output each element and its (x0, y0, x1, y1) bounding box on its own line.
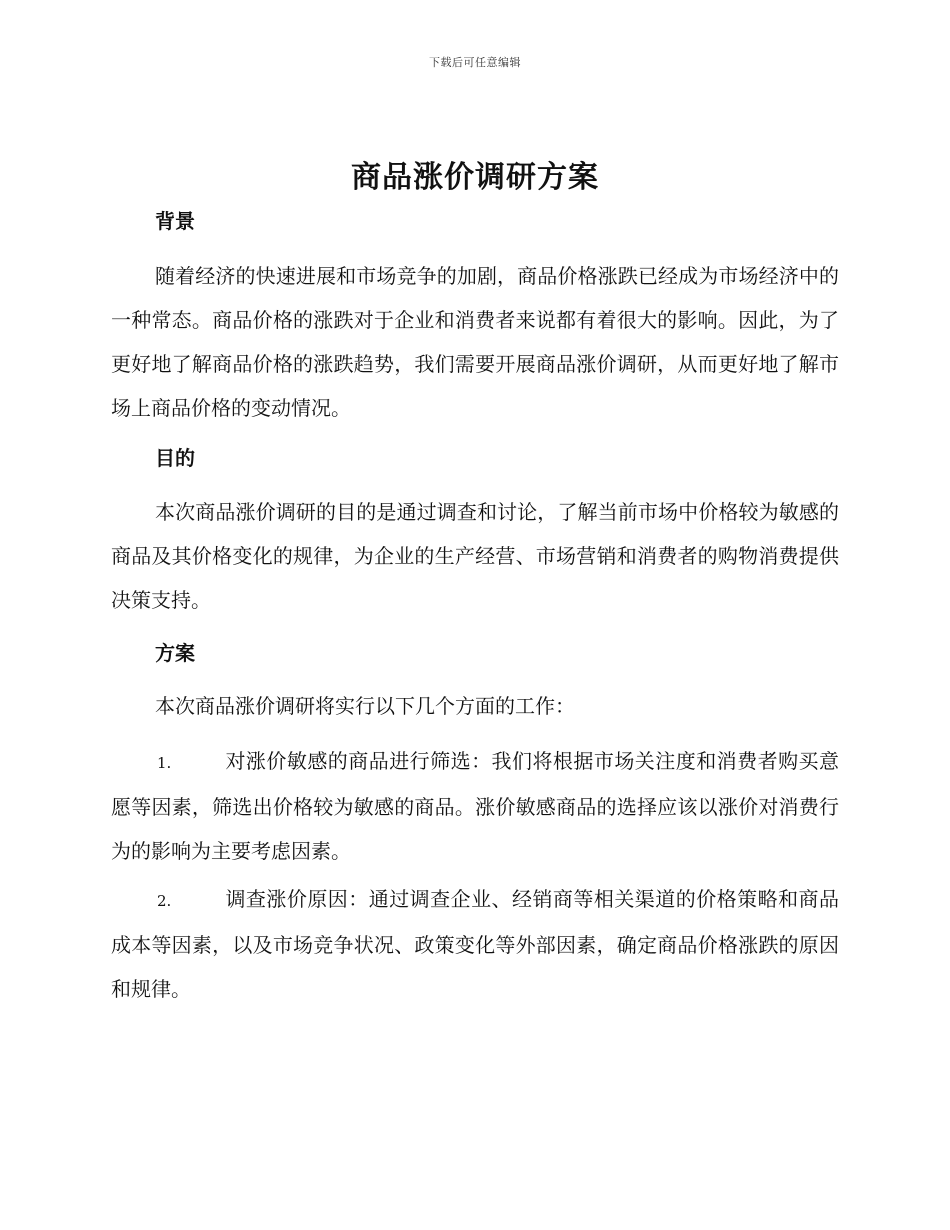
heading-background: 背景 (155, 209, 195, 233)
document-title: 商品涨价调研方案 (351, 160, 599, 195)
list-item-1 (111, 739, 839, 873)
paragraph-background: 随着经济的快速进展和市场竞争的加剧，商品价格涨跌已经成为市场经济中的一种常态。商品价格的涨跌对于企业和消费者来说都有着很大的影响。因此，为了更好地了解商品价格的涨跌趋势，我们需要开展商品涨价调研，从而更好地了解市场上商品价格的变动情况。 (111, 264, 839, 420)
list-item-text: 对涨价敏感的商品进行筛选：我们将根据市场关注度和消费者购买意愿等因素，筛选出价格较为敏感的商品。涨价敏感商品的选择应该以涨价对消费行为的影响为主要考虑因素。 (111, 749, 839, 863)
heading-plan: 方案 (155, 641, 195, 665)
paragraph-plan-intro: 本次商品涨价调研将实行以下几个方面的工作： (155, 694, 575, 718)
heading-purpose: 目的 (155, 446, 195, 470)
paragraph-purpose: 本次商品涨价调研的目的是通过调查和讨论，了解当前市场中价格较为敏感的商品及其价格变化的规律，为企业的生产经营、市场营销和消费者的购物消费提供决策支持。 (111, 500, 839, 612)
list-item-number: 1. (157, 754, 172, 772)
header-note: 下载后可任意编辑 (429, 56, 521, 69)
list-item-2 (111, 877, 839, 1011)
list-item-text: 调查涨价原因：通过调查企业、经销商等相关渠道的价格策略和商品成本等因素，以及市场竞争状况、政策变化等外部因素，确定商品价格涨跌的原因和规律。 (111, 887, 839, 1001)
list-item-number: 2. (157, 892, 172, 910)
